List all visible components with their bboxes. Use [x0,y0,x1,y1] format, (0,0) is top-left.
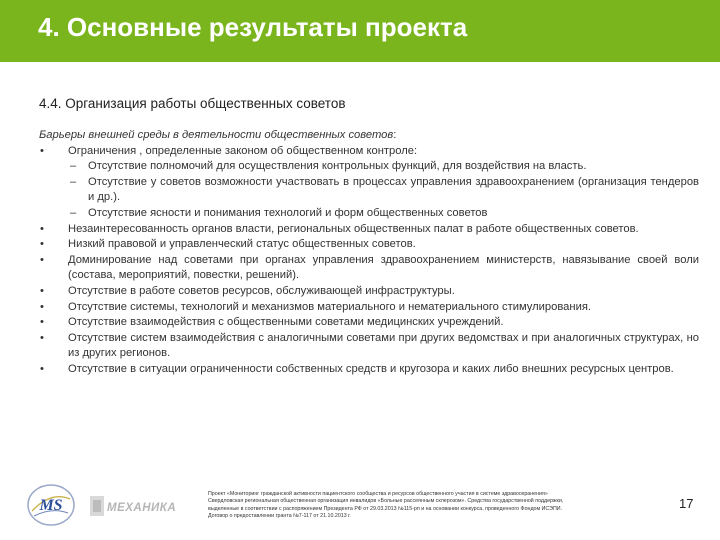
mechanika-logo [90,493,192,519]
section-subtitle: 4.4. Организация работы общественных советов [39,96,346,111]
bullet-icon: • [40,316,44,329]
sub-list-item-text: Отсутствие ясности и понимания технологий и форм общественных советов [88,206,488,219]
page-number: 17 [679,496,694,511]
sub-list-item [39,159,699,175]
dash-icon: – [70,175,77,188]
dash-icon: – [70,160,77,173]
intro-colon: : [393,129,397,141]
slide-title: 4. Основные результаты проекта [38,12,468,42]
footnote-line: Договор о предоставлении гранта №7-117 от 21.10.2013 г. [208,513,351,520]
list-item-text: Низкий правовой и управленческий статус общественных советов. [68,238,416,251]
barriers-content [39,128,699,378]
ms-logo [26,483,76,527]
list-item-text: Отсутствие в работе советов ресурсов, обслуживающей инфраструктуры. [68,284,455,297]
list-item [39,331,699,362]
list-item [39,144,699,160]
list-item [39,362,699,378]
bullet-icon: • [40,238,44,251]
list-item-text: Доминирование над советами при органах управления здравоохранением министерств, навязывание своей воли (состава, мероприятий, повестки, решений). [68,253,699,282]
list-item [39,284,699,300]
bullet-icon: • [40,144,44,157]
ms-logo-text: MS [39,497,63,514]
bullet-icon: • [40,362,44,375]
list-item-text: Незаинтересованность органов власти, региональных общественных палат в работе общественных советов. [68,222,639,235]
list-item-text: Ограничения , определенные законом об общественном контроле: [68,144,418,157]
footnote-line: Проект «Мониторинг гражданской активности пациентского сообщества и ресурсов общественного участия в системе здравоохранения» [208,491,548,497]
grant-footnote [208,491,638,521]
list-item [39,315,699,331]
list-item [39,237,699,253]
bullet-icon: • [40,284,44,297]
sub-list-item [39,206,699,222]
list-item-text: Отсутствие систем взаимодействия с аналогичными советами при других ведомствах и при аналогичных структурах, но из других регионов. [68,331,699,360]
footnote-line: выделенные в соответствии с распоряжением Президента РФ от 29.03.2013 №115-рп и на основании конкурса, проведенного Фондом ИСЭПИ. [208,505,563,512]
sub-list-item [39,175,699,206]
list-item-text: Отсутствие системы, технологий и механизмов материального и нематериального стимулирования. [68,300,592,313]
bullet-icon: • [40,253,44,266]
list-item [39,253,699,284]
dash-icon: – [70,206,77,219]
barriers-intro [39,128,699,144]
list-item [39,300,699,316]
intro-text: Барьеры внешней среды в деятельности общественных советов [39,129,394,141]
list-item-text: Отсутствие в ситуации ограниченности собственных средств и кругозора и каких либо внешних ресурсных центров. [68,362,674,375]
title-bar [0,0,720,62]
bullet-icon: • [40,222,44,235]
bullet-icon: • [40,331,44,344]
footnote-line: Свердловская региональная общественная организация инвалидов «Больные рассеянным склерозом». Средства государственной поддержки, [208,498,564,505]
list-item-text: Отсутствие взаимодействия с общественными советами медицинских учреждений. [68,316,504,329]
mechanika-logo-text: МЕХАНИКА [107,502,177,514]
bullet-icon: • [40,300,44,313]
sub-list-item-text: Отсутствие полномочий для осуществления контрольных функций, для воздействия на власть. [88,160,587,173]
sub-list-item-text: Отсутствие у советов возможности участвовать в процессах управления здравоохранением (организация тендеров и др.). [88,175,699,204]
list-item [39,222,699,238]
